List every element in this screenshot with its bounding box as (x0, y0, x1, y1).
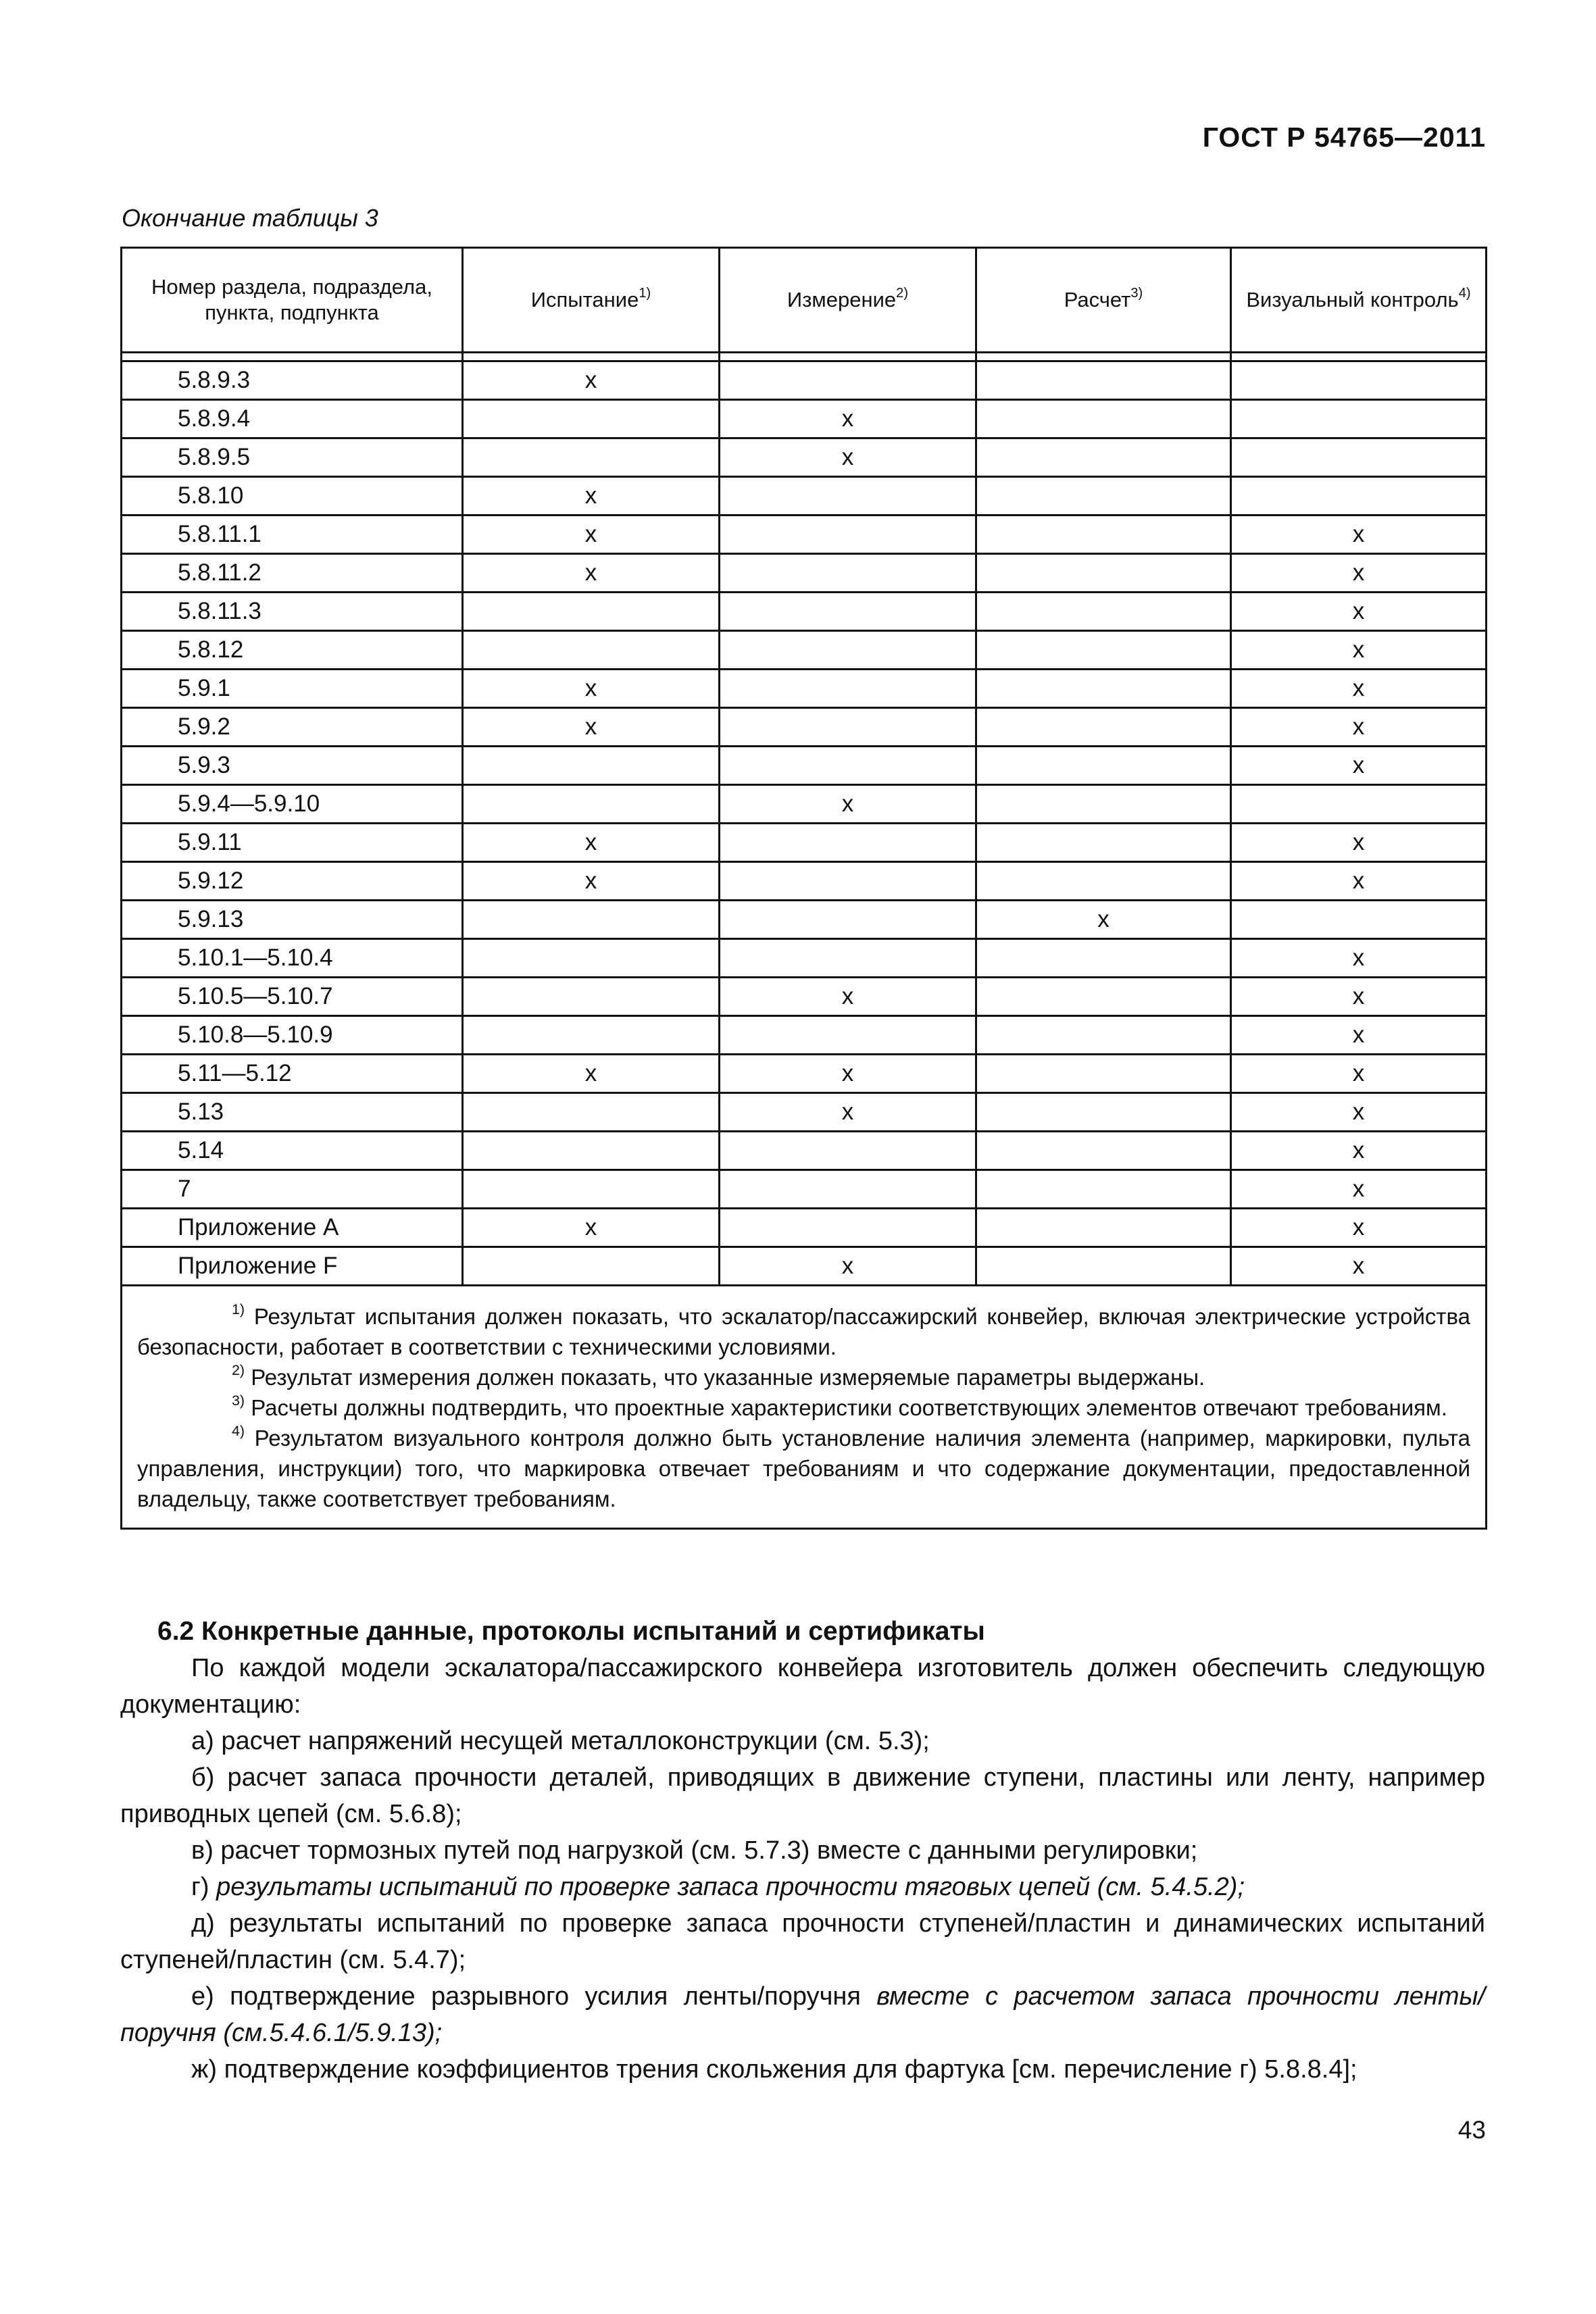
mark-cell (1231, 901, 1487, 939)
mark-cell (720, 1016, 976, 1055)
mark-cell: x (1231, 593, 1487, 631)
mark-cell: x (1231, 824, 1487, 862)
section-number-cell: 5.9.3 (122, 747, 463, 785)
mark-cell: x (720, 1093, 976, 1132)
mark-cell (976, 515, 1231, 554)
table-row (122, 477, 1487, 515)
mark-cell: x (1231, 1055, 1487, 1093)
mark-cell: x (1231, 515, 1487, 554)
section-6-2 (120, 1613, 1485, 2088)
mark-cell: x (720, 438, 976, 477)
footnote-1: $^{1)}$ Результат испытания должен показать, что эскалатор/пассажирский конвейер, включая электрические устройства безопасности, работает в соответствии с техническими условиями. (137, 1301, 1471, 1359)
mark-cell (976, 708, 1231, 747)
mark-cell (976, 785, 1231, 824)
mark-cell: x (463, 361, 720, 400)
table-header-row (122, 248, 1487, 353)
list-item-v: в) расчет тормозных путей под нагрузкой (см. 5.7.3) вместе с данными регулировки; (191, 1836, 1198, 1865)
mark-cell (463, 631, 720, 670)
mark-cell (976, 862, 1231, 901)
list-item-e: е) подтверждение разрывного усилия ленты/поручня вместе с расчетом запаса прочности ленты/поручня (см.5.4.6.1/5.9.13); (120, 1982, 1485, 2047)
table-row (122, 824, 1487, 862)
mark-cell (976, 1132, 1231, 1170)
list-item-g: г) результаты испытаний по проверке запаса прочности тяговых цепей (см. 5.4.5.2); (191, 1873, 1245, 1901)
mark-cell: x (1231, 1016, 1487, 1055)
inspection-table (120, 247, 1487, 1530)
table-row (122, 901, 1487, 939)
mark-cell: x (463, 1209, 720, 1247)
mark-cell (720, 593, 976, 631)
mark-cell: x (463, 515, 720, 554)
footnote-2: $^{2)}$ Результат измерения должен показать, что указанные измеряемые параметры выдержаны. (232, 1362, 1205, 1390)
mark-cell: x (720, 785, 976, 824)
table-row (122, 1209, 1487, 1247)
mark-cell: x (1231, 554, 1487, 593)
mark-cell (1231, 785, 1487, 824)
mark-cell (976, 1247, 1231, 1286)
section-number-cell: Приложение А (122, 1209, 463, 1247)
mark-cell: x (720, 400, 976, 438)
table-row (122, 1247, 1487, 1286)
mark-cell: x (463, 824, 720, 862)
mark-cell: x (1231, 1247, 1487, 1286)
section-number-cell: 5.9.4—5.9.10 (122, 785, 463, 824)
mark-cell (1231, 438, 1487, 477)
mark-cell: x (463, 862, 720, 901)
table-row (122, 515, 1487, 554)
col-header-calculation: Расчет$^{3)}$ (976, 248, 1231, 353)
table-body (122, 361, 1487, 1286)
table-row (122, 400, 1487, 438)
section-number-cell: 5.9.13 (122, 901, 463, 939)
footnote-4: $^{4)}$ Результатом визуального контроля должно быть установление наличия элемента (например, маркировки, пульта управления, инструкции) того, что маркировка отвечает требованиям и что содержание документации, предоставленной владельцу, также соответствует требованиям. (137, 1423, 1470, 1511)
table-row (122, 862, 1487, 901)
table-row (122, 554, 1487, 593)
mark-cell: x (1231, 862, 1487, 901)
mark-cell (720, 824, 976, 862)
table-row (122, 631, 1487, 670)
section-number-cell: 5.9.11 (122, 824, 463, 862)
section-number-cell: 5.8.9.4 (122, 400, 463, 438)
section-number-cell: 5.8.11.2 (122, 554, 463, 593)
mark-cell (976, 978, 1231, 1016)
mark-cell (463, 1170, 720, 1209)
mark-cell (1231, 400, 1487, 438)
footnote-3: $^{3)}$ Расчеты должны подтвердить, что проектные характеристики соответствующих элементов отвечают требованиям. (232, 1392, 1447, 1420)
mark-cell: x (1231, 747, 1487, 785)
mark-cell: x (976, 901, 1231, 939)
header-separator (122, 353, 1487, 361)
section-number-cell: 5.8.10 (122, 477, 463, 515)
mark-cell (720, 862, 976, 901)
table-row (122, 1170, 1487, 1209)
mark-cell: x (1231, 670, 1487, 708)
table-row (122, 785, 1487, 824)
mark-cell (976, 1016, 1231, 1055)
table-row (122, 670, 1487, 708)
mark-cell: x (1231, 631, 1487, 670)
list-item-a: а) расчет напряжений несущей металлоконструкции (см. 5.3); (191, 1727, 930, 1755)
mark-cell (463, 939, 720, 978)
table-row (122, 1132, 1487, 1170)
mark-cell (720, 939, 976, 978)
mark-cell (720, 708, 976, 747)
col-header-visual: Визуальный контроль$^{4)}$ (1231, 248, 1487, 353)
table-row (122, 939, 1487, 978)
mark-cell: x (1231, 708, 1487, 747)
mark-cell: x (463, 554, 720, 593)
table-row (122, 1055, 1487, 1093)
mark-cell: x (463, 670, 720, 708)
mark-cell (976, 554, 1231, 593)
mark-cell: x (1231, 1132, 1487, 1170)
section-heading: 6.2 Конкретные данные, протоколы испытаний и сертификаты (157, 1617, 985, 1646)
mark-cell: x (463, 1055, 720, 1093)
mark-cell (720, 361, 976, 400)
section-number-cell: 5.8.9.5 (122, 438, 463, 477)
table-caption: Окончание таблицы 3 (122, 204, 378, 232)
mark-cell (976, 939, 1231, 978)
section-number-cell: 5.13 (122, 1093, 463, 1132)
mark-cell (720, 901, 976, 939)
mark-cell (976, 670, 1231, 708)
table-row (122, 747, 1487, 785)
section-number-cell: 5.9.12 (122, 862, 463, 901)
section-number-cell: 5.8.9.3 (122, 361, 463, 400)
table-row (122, 593, 1487, 631)
mark-cell (976, 824, 1231, 862)
table-row (122, 438, 1487, 477)
mark-cell (976, 1209, 1231, 1247)
mark-cell (1231, 361, 1487, 400)
table-notes (122, 1286, 1487, 1529)
col-header-test: Испытание$^{1)}$ (463, 248, 720, 353)
mark-cell (976, 631, 1231, 670)
mark-cell (720, 747, 976, 785)
section-number-cell: 5.14 (122, 1132, 463, 1170)
mark-cell (976, 361, 1231, 400)
table-row (122, 1093, 1487, 1132)
mark-cell (976, 1170, 1231, 1209)
mark-cell (976, 438, 1231, 477)
section-number-cell: 5.10.1—5.10.4 (122, 939, 463, 978)
mark-cell (720, 1170, 976, 1209)
mark-cell: x (463, 708, 720, 747)
mark-cell (463, 1132, 720, 1170)
section-number-cell: 5.8.11.1 (122, 515, 463, 554)
mark-cell (720, 554, 976, 593)
mark-cell (463, 747, 720, 785)
section-number-cell: 5.10.8—5.10.9 (122, 1016, 463, 1055)
col-header-measurement: Измерение$^{2)}$ (720, 248, 976, 353)
mark-cell (463, 1016, 720, 1055)
mark-cell (976, 477, 1231, 515)
section-number-cell: 5.9.1 (122, 670, 463, 708)
section-number-cell: 5.8.11.3 (122, 593, 463, 631)
mark-cell: x (463, 477, 720, 515)
mark-cell: x (720, 1247, 976, 1286)
section-number-cell: 5.10.5—5.10.7 (122, 978, 463, 1016)
mark-cell: x (720, 978, 976, 1016)
section-number-cell: 5.9.2 (122, 708, 463, 747)
table-row (122, 361, 1487, 400)
section-number-cell: Приложение F (122, 1247, 463, 1286)
mark-cell (720, 1132, 976, 1170)
table-notes-row (122, 1286, 1487, 1529)
mark-cell (1231, 477, 1487, 515)
mark-cell: x (1231, 1209, 1487, 1247)
mark-cell (463, 901, 720, 939)
list-item-b: б) расчет запаса прочности деталей, приводящих в движение ступени, пластины или ленту, например приводных цепей (см. 5.6.8); (120, 1763, 1485, 1828)
mark-cell (463, 1093, 720, 1132)
mark-cell: x (1231, 1093, 1487, 1132)
mark-cell (463, 438, 720, 477)
document-standard-number: ГОСТ Р 54765—2011 (1202, 122, 1486, 153)
mark-cell (463, 400, 720, 438)
mark-cell (976, 1093, 1231, 1132)
table-row (122, 708, 1487, 747)
section-number-cell: 5.8.12 (122, 631, 463, 670)
section-number-cell: 7 (122, 1170, 463, 1209)
mark-cell (463, 593, 720, 631)
mark-cell (720, 631, 976, 670)
mark-cell (720, 670, 976, 708)
table-row (122, 1016, 1487, 1055)
mark-cell (463, 978, 720, 1016)
mark-cell (720, 477, 976, 515)
mark-cell (720, 515, 976, 554)
page-number: 43 (1457, 2116, 1486, 2144)
col-header-section: Номер раздела, подраздела, пункта, подпункта (122, 248, 463, 353)
table-row (122, 978, 1487, 1016)
mark-cell: x (1231, 1170, 1487, 1209)
list-item-zh: ж) подтверждение коэффициентов трения скольжения для фартука [см. перечисление г) 5.8.8.4]; (191, 2055, 1357, 2084)
section-number-cell: 5.11—5.12 (122, 1055, 463, 1093)
section-intro: По каждой модели эскалатора/пассажирского конвейера изготовитель должен обеспечить следующую документацию: (120, 1654, 1485, 1719)
mark-cell (463, 785, 720, 824)
mark-cell (976, 593, 1231, 631)
mark-cell: x (1231, 978, 1487, 1016)
mark-cell (720, 1209, 976, 1247)
mark-cell: x (720, 1055, 976, 1093)
mark-cell: x (1231, 939, 1487, 978)
mark-cell (976, 747, 1231, 785)
mark-cell (976, 400, 1231, 438)
mark-cell (976, 1055, 1231, 1093)
list-item-d: д) результаты испытаний по проверке запаса прочности ступеней/пластин и динамических испытаний ступеней/пластин (см. 5.4.7); (120, 1909, 1485, 1974)
mark-cell (463, 1247, 720, 1286)
